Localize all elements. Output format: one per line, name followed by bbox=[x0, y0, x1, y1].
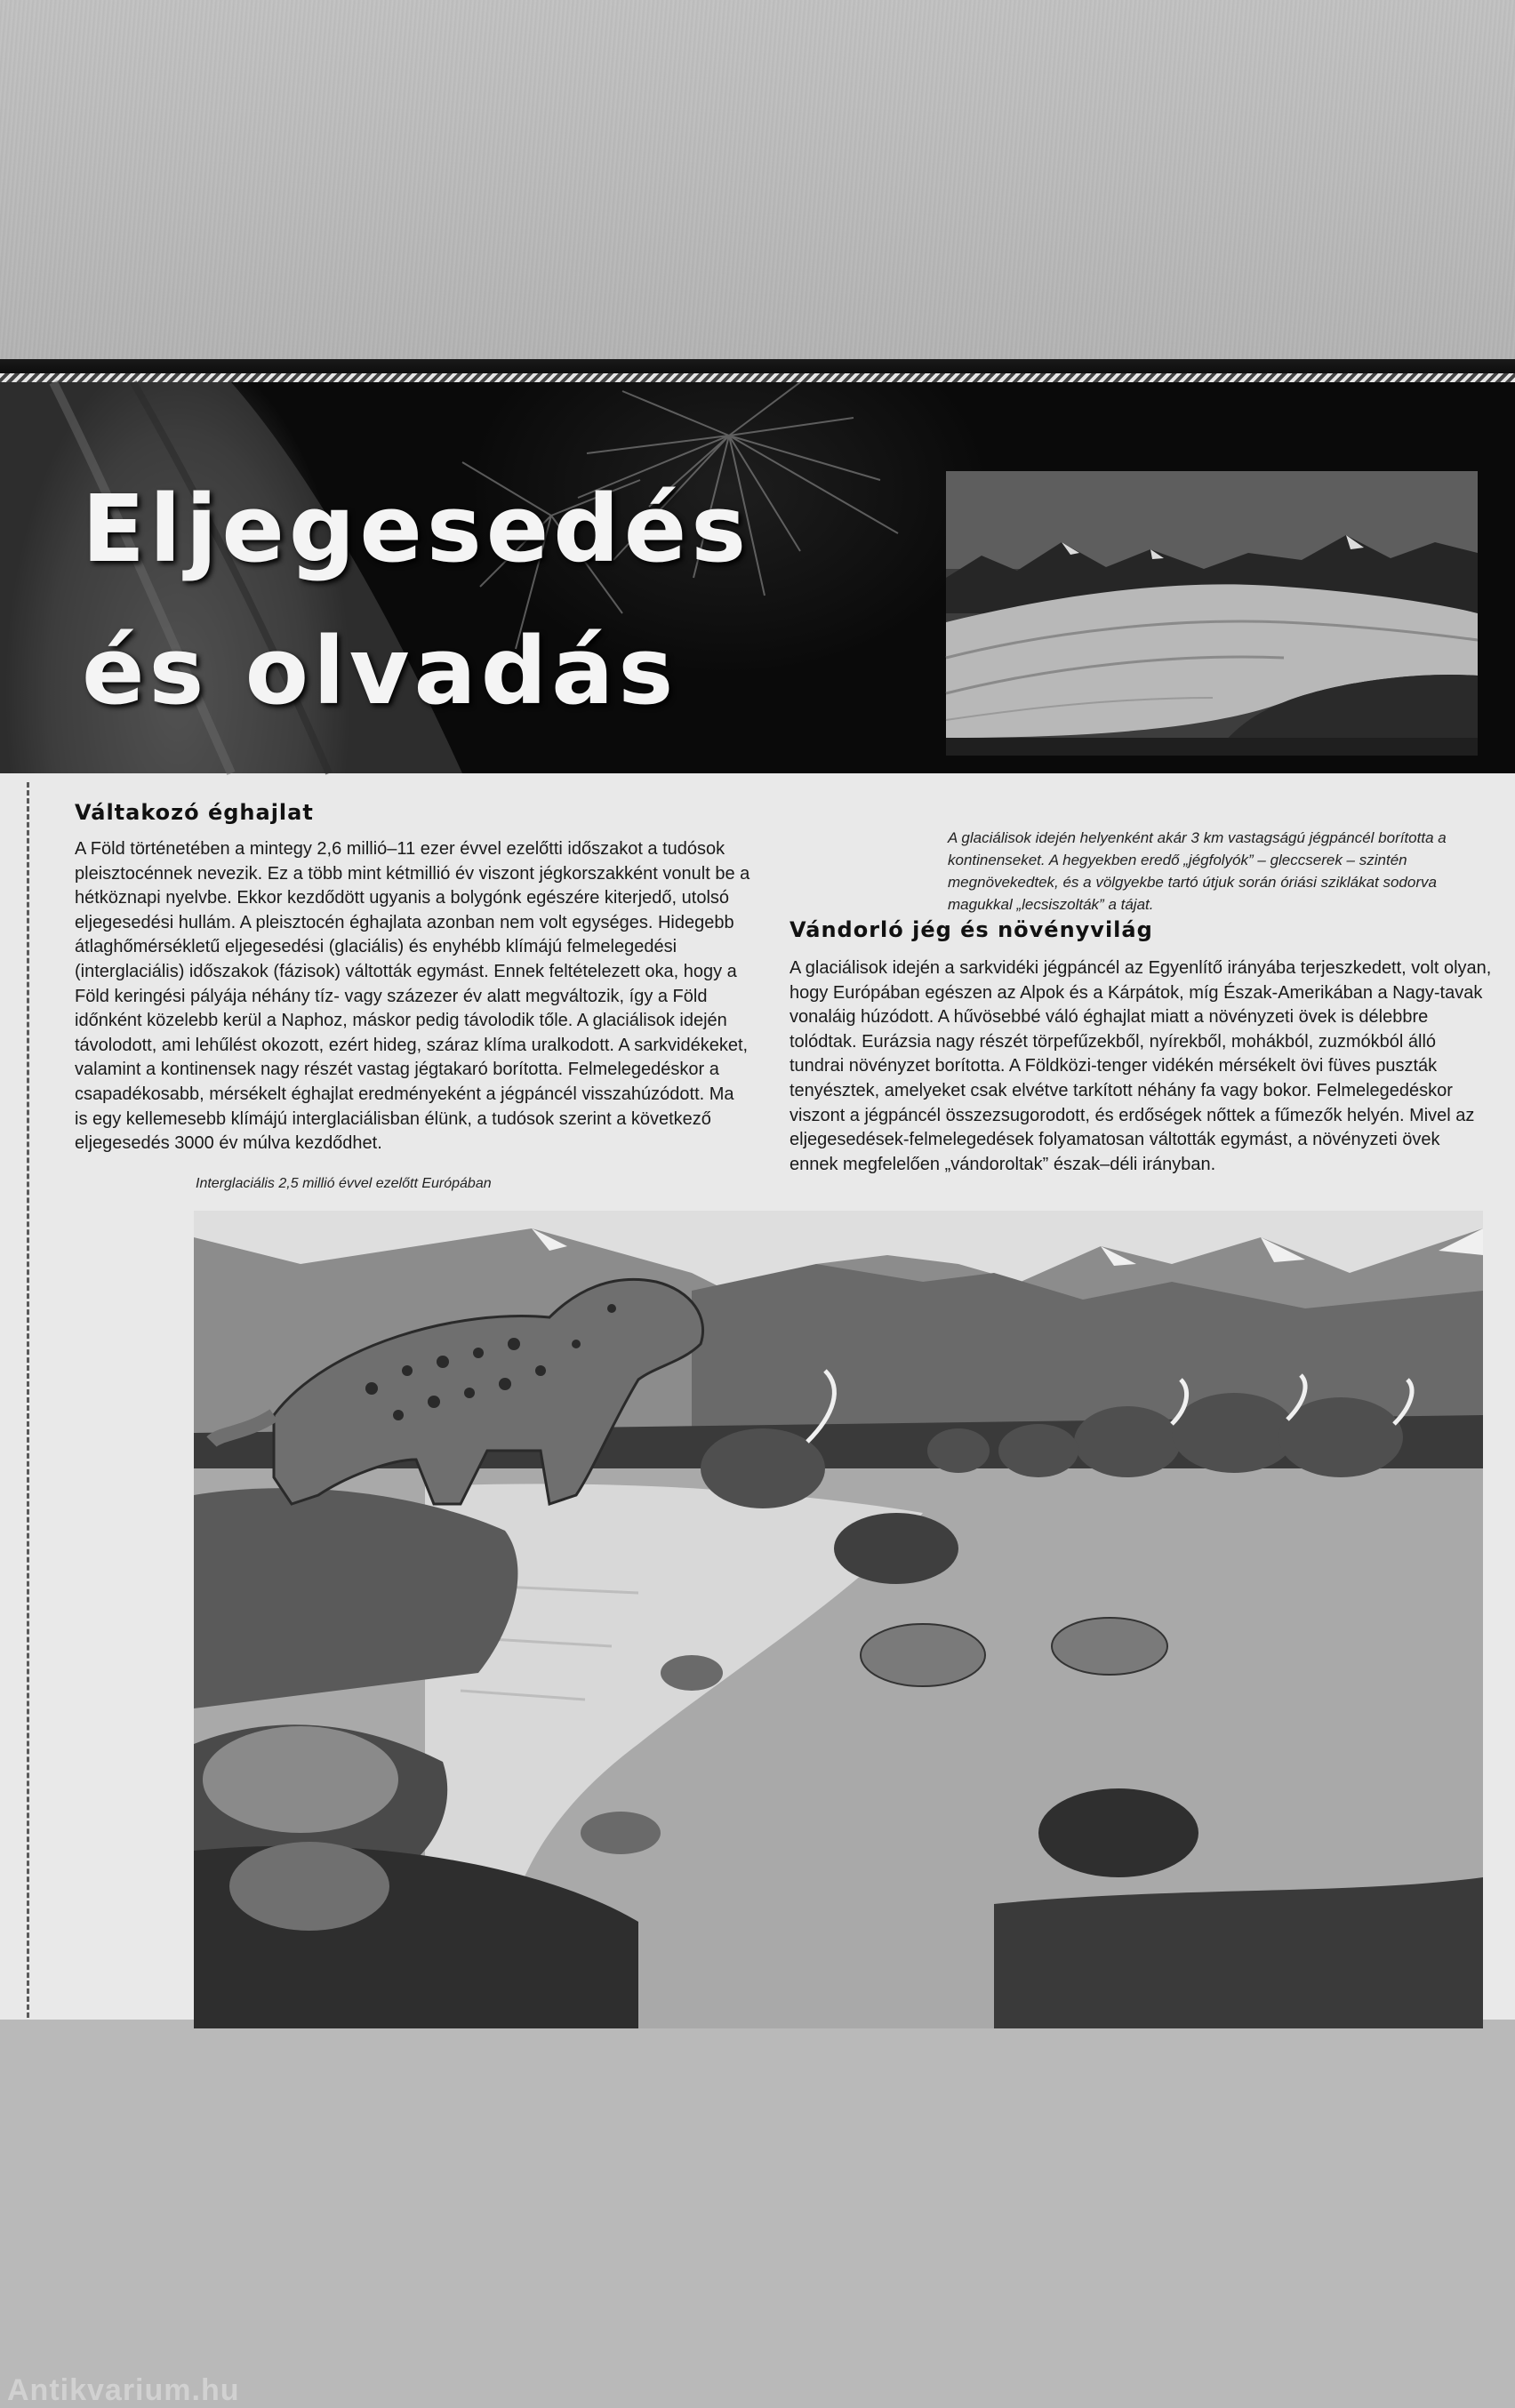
header-banner bbox=[0, 382, 1515, 773]
title-line-2: és olvadás bbox=[82, 617, 678, 725]
section-heading-valtakozo: Váltakozó éghajlat bbox=[75, 800, 314, 825]
glacier-photo-caption: A glaciálisok idején helyenként akár 3 km vastagságú jégpáncél borította a kontinenseket. A hegyekben eredő „jégfolyók” – gleccserek – szintén megnövekedtek, és a völgyekbe tartó útjuk során óriási sziklákat sodorva magukkal „lecsiszolták” a tájat. bbox=[948, 829, 1447, 913]
book-page bbox=[0, 382, 1515, 2407]
illustration-caption: Interglaciális 2,5 millió évvel ezelőtt Európában bbox=[196, 1176, 492, 1191]
section-heading-vandorlo: Vándorló jég és növényvilág bbox=[790, 917, 1153, 942]
glacier-photo bbox=[946, 471, 1478, 756]
glacier-image bbox=[946, 471, 1478, 756]
title-line-1: Eljegesedés bbox=[82, 475, 751, 583]
section-body-valtakozo: A Föld történetében a mintegy 2,6 millió–11 ezer évvel ezelőtti időszakot a tudósok pleisztocénnek nevezik. Ez a több mint kétmillió év viszont jégkorszakként vonult be a hétköznapi nyelvbe. Ekkor kezdődött ugyanis a bolygónk egészére kiterjedő, utolsó eljegesedési hullám. A pleisztocén éghajlata azonban nem volt egységes. Hidegebb átlaghőmérsékletű eljegesedési (glaciális) és enyhébb klímájú felmelegedési (interglaciális) időszakok (fázisok) váltották egymást. Ennek feltételezett oka, hogy a Föld keringési pályája néhány tíz- vagy százezer év alatt megváltozik, így a Föld időnként közelebb kerül a Naphoz, máskor pedig távolodik tőle. A glaciálisok idején távolodott, ami lehűlést okozott, ezért hideg, száraz klíma uralkodott. A sarkvidékeket, valamint a kontinensek nagy részét vastag jégtakaró borította. Felmelegedéskor a csapadékosabb, mérsékelt éghajlat eredményeként a jégpáncél visszahúzódott. Ma is egy kellemesebb klímájú interglaciálisban élünk, a tudósok szerint a következő eljegesedés 3000 év múlva kezdődhet. bbox=[75, 839, 750, 1154]
pleistocene-scene bbox=[194, 1211, 1483, 2028]
watermark: Antikvarium.hu bbox=[7, 2373, 240, 2407]
table-surface bbox=[0, 0, 1515, 364]
pleistocene-illustration bbox=[194, 1211, 1483, 2028]
binding-dashed-line bbox=[27, 782, 29, 2018]
section-body-vandorlo: A glaciálisok idején a sarkvidéki jégpáncél az Egyenlítő irányába terjeszkedett, volt olyan, hogy Európában egészen az Alpok és a Kárpátok, míg Észak-Amerikában a Nagy-tavak vonaláig húzódott. A hűvösebbé váló éghajlat miatt a növényzeti övek is délebbre tolódtak. Eurázsia nagy részét törpefűzekből, nyírekből, mohákból, zuzmókból álló tundrai növényzet borította. A Földközi-tenger vidékén mérsékelt övi füves puszták tenyésztek, amelyeket csak elvétve tarkított néhány fa vagy bokor. Felmelegedéskor viszont a jégpáncél összezsugorodott, és erdőségek nőttek a fűmezők helyén. Mivel az eljegesedések-felmelegedések folyamatosan váltották egymást, a növényzeti övek ennek megfelelően „vándoroltak” észak–déli irányban. bbox=[790, 958, 1492, 1174]
page-title bbox=[82, 458, 750, 742]
book-stripe-band bbox=[0, 373, 1515, 382]
